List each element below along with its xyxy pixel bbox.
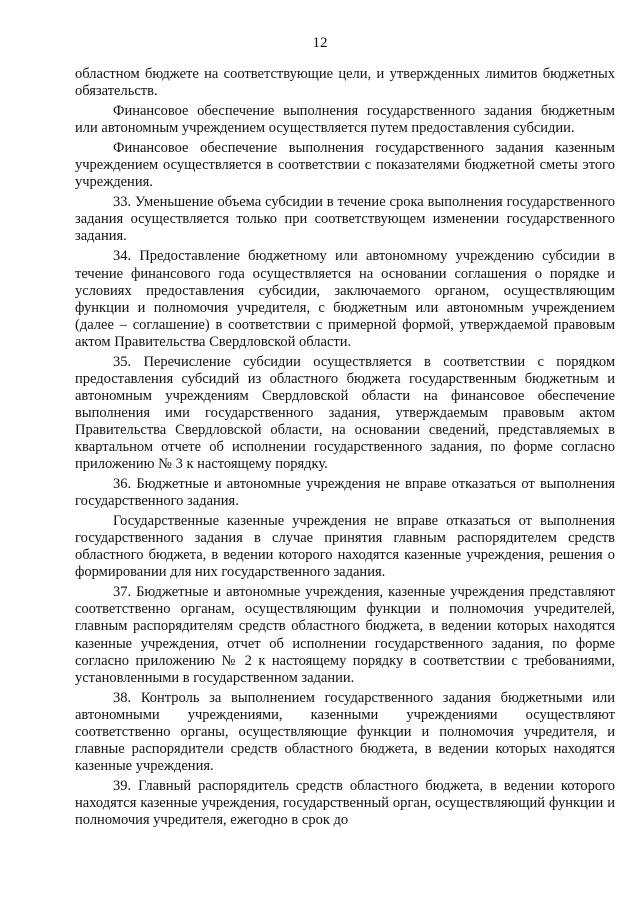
paragraph-financing-budget-autonomous: Финансовое обеспечение выполнения государственного задания бюджетным или автономным учреждением осуществляется путем предоставления субсидии.: [75, 103, 615, 137]
paragraph-38: 38. Контроль за выполнением государственного задания бюджетными или автономными учреждениями, казенными учреждениями осуществляют соответственно органы, осуществляющие функции и полномочия учредителя, и главные распорядители средств областного бюджета, в ведении которых находятся казенные учреждения.: [75, 689, 615, 774]
document-body: [75, 66, 615, 832]
page-number: 12: [312, 35, 328, 51]
paragraph-36: 36. Бюджетные и автономные учреждения не вправе отказаться от выполнения государственного задания.: [75, 476, 615, 510]
paragraph-33: 33. Уменьшение объема субсидии в течение срока выполнения государственного задания осуществляется только при соответствующем изменении государственного задания.: [75, 194, 615, 245]
paragraph-35: 35. Перечисление субсидии осуществляется в соответствии с порядком предоставления субсидий из областного бюджета государственным бюджетным и автономным учреждениям Свердловской области на финансовое обеспечение выполнения ими государственного задания, утверждаемым правовым актом Правительства Свердловской области, на основании сведений, представляемых в квартальном отчете об исполнении государственного задания, по форме согласно приложению № 3 к настоящему порядку.: [75, 353, 615, 473]
paragraph-37: 37. Бюджетные и автономные учреждения, казенные учреждения представляют соответственно органам, осуществляющим функции и полномочия учредителей, главным распорядителям средств областного бюджета, в ведении которых находятся казенные учреждения, отчет об исполнении государственного задания, по форме согласно приложению № 2 к настоящему порядку в соответствии с требованиями, установленными в государственном задании.: [75, 584, 615, 686]
paragraph-financing-state-institution: Финансовое обеспечение выполнения государственного задания казенным учреждением осуществляется в соответствии с показателями бюджетной сметы этого учреждения.: [75, 140, 615, 191]
paragraph-continuation: областном бюджете на соответствующие цели, и утвержденных лимитов бюджетных обязательств.: [75, 66, 615, 100]
paragraph-39: 39. Главный распорядитель средств областного бюджета, в ведении которого находятся казенные учреждения, государственный орган, осуществляющий функции и полномочия учредителя, ежегодно в срок до: [75, 777, 615, 828]
paragraph-34: 34. Предоставление бюджетному или автономному учреждению субсидии в течение финансового года осуществляется на основании соглашения о порядке и условиях предоставления субсидии, заключаемого органом, осуществляющим функции и полномочия учредителя, с бюджетным или автономным учреждением (далее – соглашение) в соответствии с примерной формой, утверждаемой правовым актом Правительства Свердловской области.: [75, 248, 615, 350]
paragraph-36-state-institutions: Государственные казенные учреждения не вправе отказаться от выполнения государственного задания в случае принятия главным распорядителем средств областного бюджета, в ведении которого находятся казенные учреждения, решения о формировании для них государственного задания.: [75, 513, 615, 581]
